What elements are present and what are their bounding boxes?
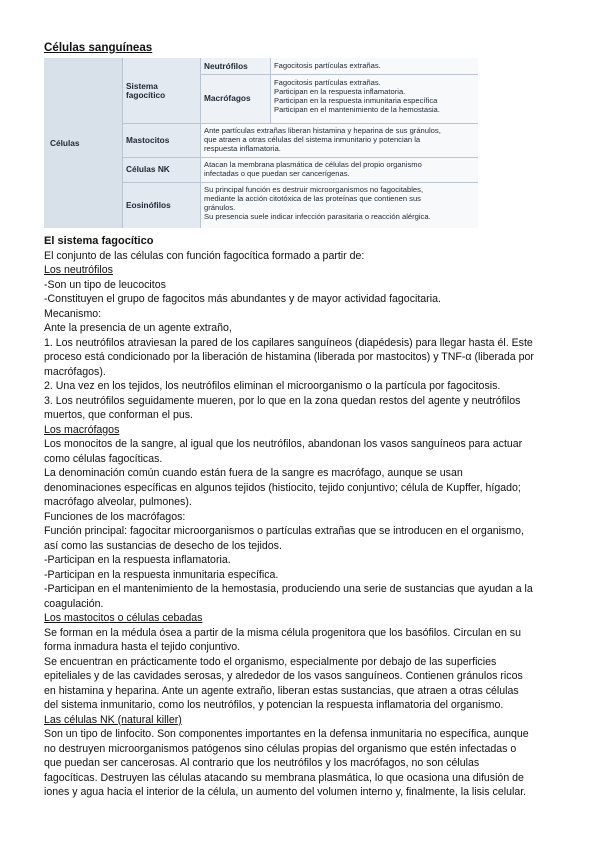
page-title: Células sanguíneas	[44, 41, 153, 54]
text-line: del sistema inmunitario, como los neutrófilos, y potencian la respuesta inflamatoria del organismo.	[44, 699, 504, 711]
table-sub-macrofagos	[200, 74, 270, 123]
desc-mastocitos-line-3: respuesta inflamatoria.	[204, 144, 281, 153]
table-divider	[270, 58, 271, 123]
text-line: Se encuentran en prácticamente todo el organismo, especialmente por debajo de las superficies	[44, 655, 497, 668]
desc-mastocitos-line-1: Ante partículas extrañas liberan histamina y heparina de sus gránulos,	[204, 126, 441, 135]
desc-macrofagos-line-2: Participan en la respuesta inflamatoria.	[274, 87, 406, 96]
text-line: Mecanismo:	[44, 307, 102, 320]
table-divider	[122, 182, 478, 183]
table-divider	[122, 157, 478, 158]
text-line: Se forman en la médula ósea a partir de la misma célula progenitora que los basófilos. Circulan en su	[44, 626, 521, 639]
text-line: proceso está condicionado por la liberación de histamina (liberada por mastocitos) y TNF-α (liberada por	[44, 351, 534, 363]
text-line: Funciones de los macrófagos:	[44, 510, 186, 523]
text-line: Son un tipo de linfocito. Son componentes importantes en la defensa inmunitaria no específica, aunque	[44, 728, 529, 740]
desc-nk	[200, 157, 478, 182]
row-label-nk: Células NK	[126, 164, 170, 174]
table-divider	[200, 58, 201, 228]
table-divider	[122, 123, 478, 124]
table-row-sistema-fagocitico	[122, 58, 200, 123]
heading-neutrofilos: Los neutrófilos	[44, 264, 113, 276]
paragraph-intro: El conjunto de las células con función fagocítica formado a partir de:	[44, 249, 365, 262]
text-line: -Participan en la respuesta inmunitaria específica.	[44, 568, 279, 581]
text-line: -Participan en el mantenimiento de la hemostasia, produciendo una serie de sustancias que ayudan a la	[44, 583, 533, 595]
text-line: muertos, que conforman el pus.	[44, 409, 193, 421]
desc-eosinofilos	[200, 182, 478, 228]
desc-mastocitos	[200, 123, 478, 157]
desc-macrofagos-line-1: Fagocitosis partículas extrañas.	[274, 78, 381, 87]
text-line: 3. Los neutrófilos seguidamente mueren, por lo que en la zona quedan restos del agente y neutrófilos	[44, 394, 521, 407]
text-line: así como las sustancias de desecho de los tejidos.	[44, 539, 282, 552]
sub-label-macrofagos: Macrófagos	[204, 93, 251, 103]
text-line: en histamina y heparina. Ante un agente extraño, liberan estas sustancias, que atraen a otras células	[44, 684, 519, 697]
text-line: como células fagocíticas.	[44, 452, 163, 465]
desc-macrofagos-line-4: Participan en el mantenimiento de la hemostasia.	[274, 105, 440, 114]
text-line: 2. Una vez en los tejidos, los neutrófilos eliminan el microorganismo o la partícula por fagocitosis.	[44, 380, 501, 392]
desc-eosinofilos-line-2: mediante la acción citotóxica de las proteínas que contienen sus	[204, 194, 421, 203]
desc-nk-line-2: infectadas o que puedan ser cancerígenas.	[204, 169, 350, 178]
heading-sistema-fagocitico: El sistema fagocítico	[44, 235, 154, 247]
table-row-eosinofilos	[122, 182, 200, 228]
table-sub-neutrofilos	[200, 58, 270, 74]
desc-macrofagos-line-3: Participan en la respuesta inmunitaria específica	[274, 96, 438, 105]
text-line: macrófagos).	[44, 365, 106, 378]
group-label-text: Células	[50, 137, 80, 148]
heading-macrofagos: Los macrófagos	[44, 423, 120, 436]
text-line: denominaciones específicas en algunos tejidos (histiocito, tejido conjuntivo; célula de Kupffer, hígado;	[44, 481, 521, 494]
text-line: -Son un tipo de leucocitos	[44, 278, 166, 291]
row-label-eosinofilos: Eosinófilos	[126, 199, 171, 210]
text-line: epiteliales y de las cavidades serosas, y alrededor de los vasos sanguíneos. Contienen gránulos ricos	[44, 670, 523, 682]
table-group-label	[44, 58, 122, 228]
text-line: forma inmadura hasta el tejido conjuntivo.	[44, 641, 241, 653]
sub-label-neutrofilos: Neutrófilos	[204, 60, 248, 71]
table-divider	[200, 74, 478, 75]
desc-eosinofilos-line-1: Su principal función es destruir microorganismos no fagocitables,	[204, 185, 424, 194]
row-label-line-2: fagocítico	[126, 89, 166, 100]
text-line: -Constituyen el grupo de fagocitos más abundantes y de mayor actividad fagocitaria.	[44, 293, 441, 305]
heading-celulas-nk: Las células NK (natural killer)	[44, 713, 182, 726]
row-label-line-1: Sistema	[126, 80, 158, 91]
desc-macrofagos	[270, 74, 478, 123]
table-divider	[122, 58, 123, 228]
desc-eosinofilos-line-4: Su presencia suele indicar infección parasitaria o reacción alérgica.	[204, 212, 431, 221]
text-line: iones y agua hacia el interior de la célula, un aumento del volumen interno y, finalmente, la lisis celular.	[44, 786, 527, 798]
text-line: -Participan en la respuesta inflamatoria.	[44, 554, 231, 566]
text-line: Función principal: fagocitar microorganismos o partículas extrañas que se introducen en el organismo,	[44, 525, 524, 537]
text-line: no destruyen microorganismos patógenos sino células propias del organismo que estén infectadas o	[44, 742, 517, 755]
text-line: macrófago alveolar, pulmones).	[44, 496, 192, 508]
body-text	[44, 234, 564, 800]
text-line: Los monocitos de la sangre, al igual que los neutrófilos, abandonan los vasos sanguíneos para actuar	[44, 438, 523, 450]
heading-mastocitos: Los mastocitos o células cebadas	[44, 612, 203, 624]
desc-mastocitos-line-2: que atraen a otras células del sistema inmunitario y potencian la	[204, 135, 421, 144]
text-line: 1. Los neutrófilos atraviesan la pared de los capilares sanguíneos (diapédesis) para llegar hasta él. Este	[44, 336, 533, 349]
table-row-celulas-nk	[122, 157, 200, 182]
text-line: fagocíticas. Destruyen las células atacando su membrana plasmática, lo que ocasiona una difusión de	[44, 771, 524, 784]
desc-eosinofilos-line-3: gránulos.	[204, 203, 236, 212]
row-label-mastocitos: Mastocitos	[126, 134, 170, 145]
desc-neutrofilos-line-1: Fagocitosis partículas extrañas.	[274, 61, 381, 70]
cells-table	[44, 58, 478, 228]
text-line: Ante la presencia de un agente extraño,	[44, 322, 232, 334]
desc-neutrofilos	[270, 58, 478, 74]
text-line: La denominación común cuando están fuera de la sangre es macrófago, aunque se usan	[44, 467, 463, 479]
text-line: que puedan ser cancerosas. Al contrario que los neutrófilos y los macrófagos, no son células	[44, 757, 480, 769]
table-row-mastocitos	[122, 123, 200, 157]
desc-nk-line-1: Atacan la membrana plasmática de células del propio organismo	[204, 160, 422, 169]
text-line: coagulación.	[44, 597, 104, 610]
